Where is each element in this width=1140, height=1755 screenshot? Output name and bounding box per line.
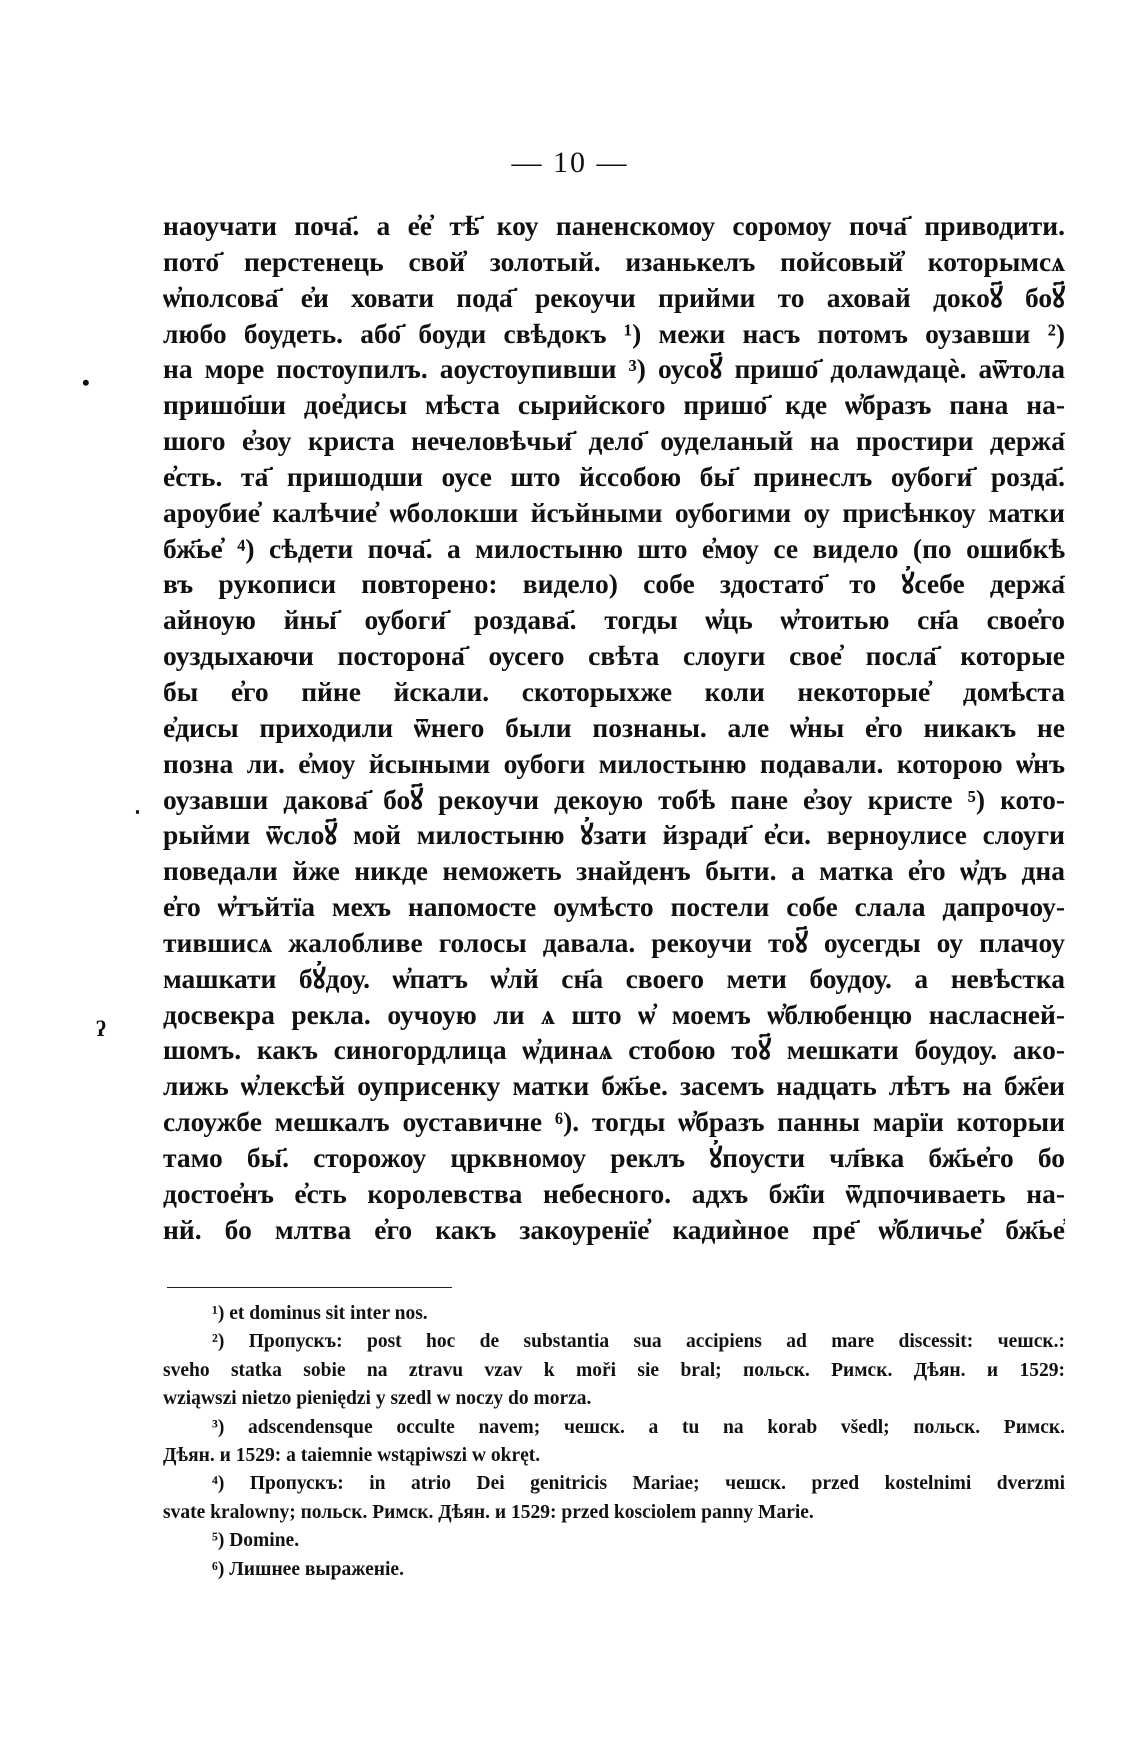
footnote-2 — [163, 1328, 1065, 1356]
text-line: рыйми ѿслоꙋ҃ мой милостыню ꙋ҆зати йзради҃ е҆си. верноулисе слоуги — [163, 819, 1065, 851]
text-line: любо боудеть. або҃ боуди свѣдокъ ¹) межи насъ потомъ оузавши ²) — [163, 317, 1065, 349]
footnote-3-line: Дѣян. и 1529: a taiemnie wstąpiwszi w okręt. — [163, 1444, 541, 1466]
margin-tick-mark: ‧ — [134, 800, 141, 825]
text-line: на море постоупилъ. аоустоупивши ³) оусоꙋ҃ пришо҃ долаѡдацѐ. аѿтола — [163, 353, 1065, 385]
footnote-2-line: wziąwszi nietzo pieniędzi y szedl w noczy do morza. — [163, 1388, 592, 1410]
text-line: е҆сть. та҃ пришодши оусе што йссобою бы҃ принеслъ оубоги҃ розда҃. — [163, 460, 1065, 492]
text-line: е҆дисы приходили ѿнего были познаны. але ѡ҆ны е҆го никакъ не — [163, 711, 1065, 743]
footnote-text: Пропускъ: post hoc de substantia sua accipiens ad mare discessit: чешск.: — [248, 1331, 1065, 1353]
text-line: наоучати поча҃. а е҆е҆ тѣ҃ коу паненскомоу соромоу поча҃ приводити. — [163, 210, 1065, 241]
footnote-marker: ⁴) — [212, 1473, 225, 1495]
text-line: слоужбе мешкалъ оуставичне ⁶). тогды ѡ҆бразъ панны марїи которыи — [163, 1106, 1065, 1138]
text-line: оузавши дакова҃ боꙋ҃ рекоучи декоую тобѣ пане е҆зоу кристе ⁵) кото- — [163, 783, 1065, 815]
text-line: бж҃ье҆ ⁴) сѣдети поча҃. а милостыню што е҆моу се видело (по ошибкѣ — [163, 532, 1065, 564]
text-line: бы е҆го пйне йскали. скоторыхже коли некоторые҆ домѣста — [163, 675, 1065, 707]
footnote-marker: ⁵) — [212, 1530, 225, 1552]
text-line: въ рукописи повторено: видело) собе здостато҃ то ꙋ҆себе держа҃ — [163, 568, 1065, 600]
footnote-text: Лишнее выраженіе. — [229, 1558, 404, 1580]
text-line: тившисѧ жалобливе голосы давала. рекоучи тоꙋ҃ оусегды оу плачоу — [163, 926, 1065, 958]
footnote-text: et dominus sit inter nos. — [229, 1303, 428, 1324]
footnote-text: Пропускъ: in atrio Dei genitricis Mariae; чешск. przed kostelnimi dverzmi — [249, 1473, 1065, 1495]
footnotes-block — [163, 1300, 1065, 1584]
text-line: позна ли. е҆моу йсыными оубоги милостыню подавали. которою ѡ҆нъ — [163, 747, 1065, 779]
text-line: е҆го ѡ҆тъйтїа мехъ напомосте оумѣсто постели собе слала дапрочоу- — [163, 891, 1065, 923]
text-line: шомъ. какъ синогордлица ѡ҆динаѧ стобою тоꙋ҃ мешкати боудоу. ако- — [163, 1034, 1065, 1066]
footnote-4-line: svate kralowny; польск. Римск. Дѣян. и 1529: przed kosciolem panny Marie. — [163, 1501, 814, 1523]
footnote-marker: ³) — [212, 1416, 225, 1438]
footnote-separator — [167, 1287, 452, 1288]
text-line: машкати бꙋ҆доу. ѡ҆патъ ѡ҆лй сн҃а своего мети боудоу. а невѣстка — [163, 962, 1065, 994]
text-line: ароубие҆ калѣчие҆ ѡбoлокши йсъйными оубогими оу присѣнкоу матки — [163, 496, 1065, 528]
text-line: шого е҆зоу криста нечеловѣчьи҃ дело҃ оуделаный на простири держа҃ — [163, 425, 1065, 457]
footnote-marker: ¹) — [212, 1303, 225, 1324]
page-number: — 10 — — [511, 146, 629, 179]
footnote-text: adscendensque occulte navem; чешск. a tu na korab všedl; польск. Римск. — [248, 1416, 1065, 1438]
footnote-marker: ²) — [212, 1331, 225, 1353]
text-line: нй. бо млтва е҆го какъ закоуренїе҆ кадиѝное пре҃ ѡ҆бличье҆ бж҃ье҆ — [163, 1213, 1065, 1245]
footnote-marker: ⁶) — [212, 1558, 225, 1580]
text-line: ѡ҆полсова҃ е҆и ховати пода҃ рекоучи прийми то аховай докоꙋ҃ боꙋ҃ — [163, 281, 1065, 313]
main-text-block — [163, 208, 1065, 1247]
footnote-text: Domine. — [229, 1530, 300, 1552]
text-line: достое҆нъ е҆сть королевства небесного. адхъ бж҃їи ѿдпочиваеть на- — [163, 1177, 1065, 1209]
text-line: лижь ѡ҆лексѣй оуприсенку матки бж҃ье. засемъ надцать лѣтъ на бж҃еи — [163, 1070, 1065, 1102]
text-line: оуздыхаючи посторона҃ оусего свѣта слоуги свое҆ посла҃ которые — [163, 640, 1065, 672]
footnote-4 — [163, 1470, 1065, 1498]
text-line: пото҃ перстенець свой҆ золотый. изанькелъ пойсовый҆ которымсѧ — [163, 245, 1065, 277]
margin-dot-mark: • — [82, 370, 90, 395]
text-line: айноую йны҃ оубоги҃ роздава҃. тогды ѡ҆ць ѡ҆тоитью сн҃а свое҆го — [163, 604, 1065, 636]
footnote-2-line: sveho statka sobie na ztravu vzav k moři sie bral; польск. Римск. Дѣян. и 1529: — [163, 1359, 1065, 1381]
margin-hook-mark: ʔ — [96, 1016, 106, 1041]
footnote-6 — [163, 1556, 1065, 1584]
footnote-1 — [163, 1300, 1065, 1328]
text-line: поведали йже никде неможеть знайденъ быти. а матка е҆го ѡ҆дъ дна — [163, 855, 1065, 887]
text-line: пришо҃ши дое҆дисы мѣста сырийского пришо҃ кде ѡ҆бразъ пана на- — [163, 389, 1065, 421]
footnote-3 — [163, 1414, 1065, 1442]
text-line: досвекра рекла. оучоую ли ѧ што ѡ҆ моемъ ѡ҆блюбенцю насласней- — [163, 998, 1065, 1030]
text-line: тамо бы҃. сторожоу црквномоу реклъ ꙋ҆поусти чл҃вка бж҃ье҆го бо — [163, 1141, 1065, 1173]
footnote-5 — [163, 1527, 1065, 1555]
